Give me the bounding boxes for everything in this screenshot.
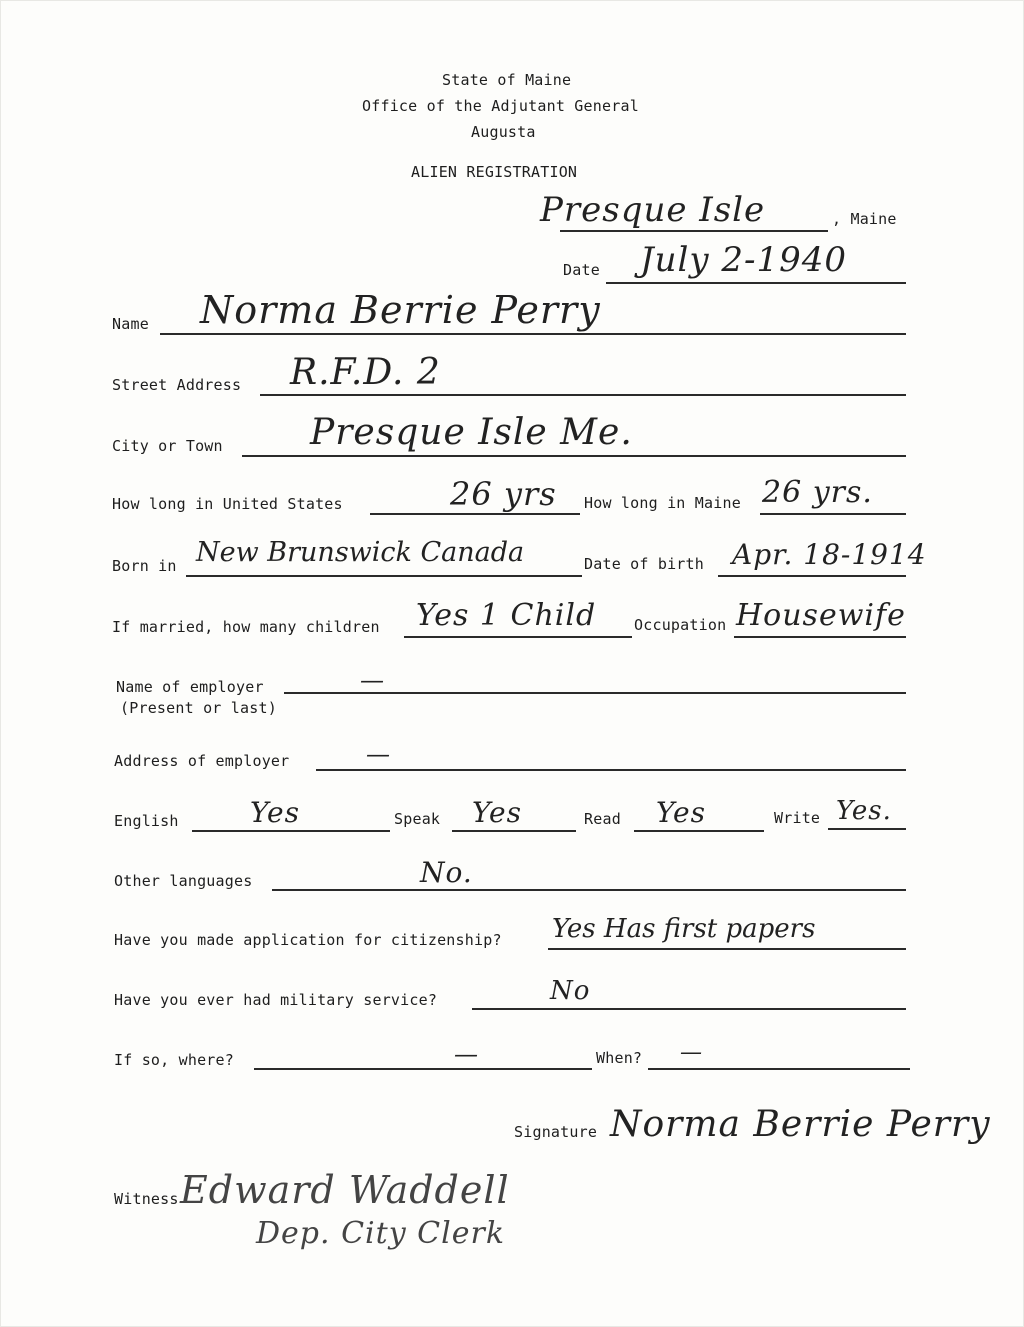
read-label: Read [584,810,621,828]
name-label: Name [112,315,149,333]
date-of-birth-line [718,575,906,577]
employer-address-label: Address of employer [114,752,290,770]
born-in-handwritten: New Brunswick Canada [196,537,525,568]
header-office: Office of the Adjutant General [362,97,639,115]
date-of-birth-handwritten: Apr. 18-1914 [732,538,927,571]
city-label: City or Town [112,437,223,455]
where-label: If so, where? [114,1051,234,1069]
form-title: ALIEN REGISTRATION [411,163,578,181]
when-label: When? [596,1049,643,1067]
children-handwritten: Yes 1 Child [416,598,597,633]
city-line [242,455,906,457]
born-in-label: Born in [112,557,177,575]
write-line [828,828,906,830]
header-city: Augusta [471,123,536,141]
other-languages-line [272,889,906,891]
how-long-us-line [370,513,580,515]
english-handwritten: Yes [250,796,300,829]
english-line [192,830,390,832]
children-label: If married, how many children [112,618,380,636]
born-in-line [186,575,582,577]
signature-handwritten: Norma Berrie Perry [610,1104,991,1145]
how-long-maine-line [760,513,906,515]
military-label: Have you ever had military service? [114,991,438,1009]
date-line [606,282,906,284]
how-long-maine-handwritten: 26 yrs. [762,475,873,510]
speak-handwritten: Yes [472,796,522,829]
other-languages-handwritten: No. [420,856,473,889]
read-line [634,830,764,832]
citizenship-line [548,948,906,950]
speak-label: Speak [394,810,441,828]
witness-label: Witness [114,1190,179,1208]
date-handwritten: July 2-1940 [640,240,848,280]
how-long-us-handwritten: 26 yrs [450,475,557,513]
employer-name-line [284,692,906,694]
employer-name-sublabel: (Present or last) [120,699,277,717]
header-state: State of Maine [442,71,572,89]
name-line [160,333,906,335]
citizenship-handwritten: Yes Has first papers [552,914,816,944]
where-handwritten: — [454,1040,479,1068]
place-suffix: , Maine [832,210,897,228]
name-handwritten: Norma Berrie Perry [200,288,601,332]
witness-name-handwritten: Edward Waddell [180,1168,510,1212]
how-long-maine-label: How long in Maine [584,494,741,512]
date-of-birth-label: Date of birth [584,555,704,573]
speak-line [452,830,576,832]
street-address-line [260,394,906,396]
employer-name-label: Name of employer [116,678,264,696]
read-handwritten: Yes [656,796,706,829]
how-long-us-label: How long in United States [112,495,343,513]
military-line [472,1008,906,1010]
occupation-label: Occupation [634,616,727,634]
english-label: English [114,812,179,830]
signature-label: Signature [514,1123,598,1141]
city-handwritten: Presque Isle Me. [310,412,633,453]
other-languages-label: Other languages [114,872,253,890]
where-line [254,1068,592,1070]
children-line [404,636,632,638]
citizenship-label: Have you made application for citizenship? [114,931,502,949]
date-label: Date [563,261,600,279]
employer-address-handwritten: — [366,740,391,768]
military-handwritten: No [550,976,591,1006]
when-line [648,1068,910,1070]
street-address-handwritten: R.F.D. 2 [290,352,441,393]
occupation-line [734,636,906,638]
place-handwritten: Presque Isle [540,190,766,230]
when-handwritten: — [680,1040,703,1065]
witness-title-handwritten: Dep. City Clerk [256,1216,505,1251]
street-address-label: Street Address [112,376,242,394]
employer-name-handwritten: — [360,666,385,694]
employer-address-line [316,769,906,771]
occupation-handwritten: Housewife [736,598,906,633]
write-handwritten: Yes. [836,796,892,826]
place-line [560,230,828,232]
write-label: Write [774,809,821,827]
